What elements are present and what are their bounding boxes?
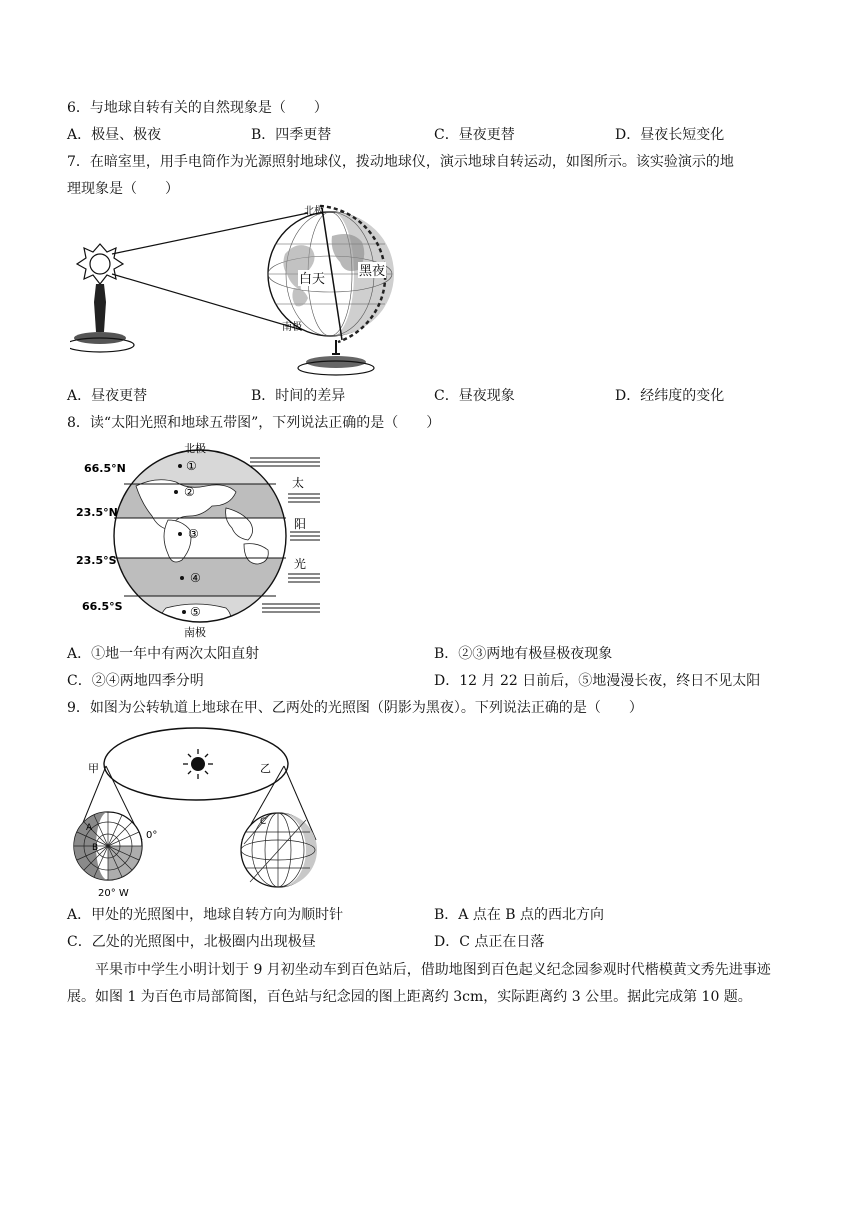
q6-option-a: A．极昼、极夜 (67, 127, 162, 143)
q8-option-b: B．②③两地有极昼极夜现象 (434, 646, 613, 662)
q7-stem-line2: 理现象是（ ） (67, 181, 179, 197)
q7-label-north: 北极 (304, 206, 324, 217)
q7-option-a: A．昼夜更替 (67, 388, 148, 404)
q8-option-a: A．①地一年中有两次太阳直射 (67, 646, 260, 662)
q7-option-b: B．时间的差异 (251, 388, 346, 404)
q7-option-d: D．经纬度的变化 (615, 388, 725, 404)
q8-label-23s: 23.5°S (76, 554, 117, 567)
q8-label-23n: 23.5°N (76, 506, 118, 519)
q8-figure-five-zones (76, 436, 326, 640)
q8-sun-char-1: 太 (292, 476, 305, 490)
q6-option-d: D．昼夜长短变化 (615, 127, 725, 143)
q9-label-yi: 乙 (260, 762, 271, 775)
q8-marker-1: ① (186, 459, 197, 473)
q8-label-66s: 66.5°S (82, 600, 123, 613)
q8-label-north: 北极 (184, 442, 206, 455)
lamp-icon (70, 244, 134, 352)
q7-label-day: 白天 (299, 272, 326, 287)
q8-option-c: C．②④两地四季分明 (67, 673, 204, 689)
q8-label-south: 南极 (184, 626, 206, 639)
sun-icon (183, 749, 213, 779)
q9-label-zero: 0° (146, 830, 158, 841)
q8-sun-char-3: 光 (294, 557, 307, 571)
q9-label-jia: 甲 (88, 762, 99, 775)
q9-option-a: A．甲处的光照图中，地球自转方向为顺时针 (67, 907, 344, 923)
q9-option-d: D．C 点正在日落 (434, 934, 545, 950)
jia-globe-icon (74, 812, 142, 880)
q9-option-b: B．A 点在 B 点的西北方向 (434, 907, 605, 923)
q9-label-20w: 20° W (98, 888, 129, 899)
q9-option-c: C．乙处的光照图中，北极圈内出现极昼 (67, 934, 316, 950)
q7-label-night: 黑夜 (359, 264, 386, 279)
q8-option-d: D．12 月 22 日前后，⑤地漫漫长夜，终日不见太阳 (434, 673, 761, 689)
q9-label-a: A (86, 823, 93, 833)
passage-paragraph: 平果市中学生小明计划于 9 月初坐动车到百色站后，借助地图到百色起义纪念园参观时代楷模黄文秀先进事迹展。如图 1 为百色市局部简图，百色站与纪念园的图上距离约 3cm，实际距离约 3 公里。据此完成第 10 题。 (67, 962, 771, 1005)
q8-marker-4: ④ (190, 571, 201, 585)
q8-marker-5: ⑤ (190, 605, 201, 619)
q7-figure-lamp-globe (70, 202, 400, 380)
q7-stem-line1: 7．在暗室里，用手电筒作为光源照射地球仪，拨动地球仪，演示地球自转运动，如图所示。该实验演示的地 (67, 154, 734, 170)
q8-sun-char-2: 阳 (294, 517, 307, 531)
q6-option-c: C．昼夜更替 (434, 127, 515, 143)
q8-label-66n: 66.5°N (84, 462, 126, 475)
q7-option-c: C．昼夜现象 (434, 388, 515, 404)
yi-globe-icon (241, 813, 317, 887)
q8-marker-2: ② (184, 485, 195, 499)
q9-figure-orbit (70, 722, 320, 904)
q6-option-b: B．四季更替 (251, 127, 332, 143)
q9-label-c: C (260, 817, 267, 827)
q9-label-b: B (92, 843, 99, 853)
q6-stem: 6．与地球自转有关的自然现象是（ ） (67, 100, 328, 116)
q7-label-south: 南极 (282, 322, 302, 333)
q8-marker-3: ③ (188, 527, 199, 541)
q8-stem: 8．读“太阳光照和地球五带图”，下列说法正确的是（ ） (67, 415, 441, 431)
q9-stem: 9．如图为公转轨道上地球在甲、乙两处的光照图（阴影为黑夜）。下列说法正确的是（ ） (67, 700, 643, 716)
globe-icon (268, 206, 394, 375)
